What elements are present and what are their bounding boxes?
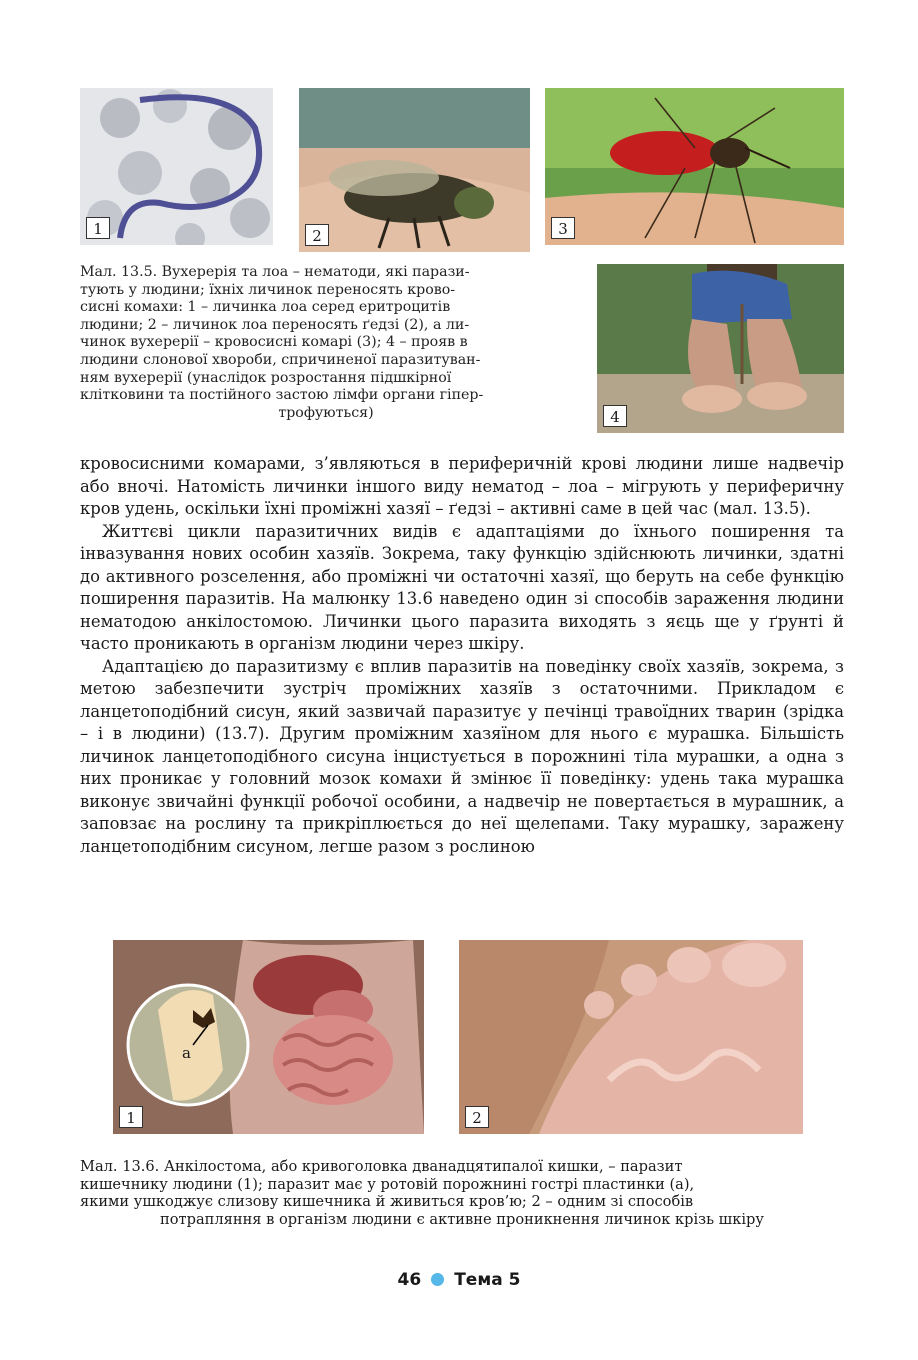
page-footer: [0, 1270, 918, 1290]
caption-line: сисні комахи: 1 – личинка лоа серед еритроцитів: [80, 299, 451, 316]
main-text: [80, 453, 844, 858]
caption-line: Мал. 13.6. Анкілостома, або кривоголовка дванадцятипалої кишки, – паразит: [80, 1158, 683, 1175]
paragraph: кровосисними комарами, з’являються в периферичній крові людини лише надвечір або вночі. Натомість личинки іншого виду нематод – лоа – мігрують у периферичну кров удень, оскільки їхні проміжні хазяї – ґедзі – активні саме в цей час (мал. 13.5).: [80, 454, 844, 518]
section-title: Тема 5: [454, 1270, 521, 1290]
caption-line: трофуються): [278, 404, 374, 421]
figure-13-6-caption: [80, 1158, 844, 1228]
figure-label-4: 4: [603, 405, 627, 427]
paragraph: Адаптацією до паразитизму є вплив паразитів на поведінку своїх хазяїв, зокрема, з метою забезпечити зустріч проміжних хазяїв з остаточними. Прикладом є ланцетоподібний сисун, який зазвичай паразитує у печінці травоїдних тварин (зрідка – і в людини) (13.7). Другим проміжним хазяїном для нього є мурашка. Більшість личинок ланцетоподібного сисуна інцистується в порожнині тіла мурашки, а одна з них проникає у головний мозок комахи й змінює її поведінку: удень така мурашка виконує звичайні функції робочої особини, а надвечір не повертається в мурашник, а заповзає на рослину та прикріплюється до неї щелепами. Таку мурашку, заражену ланцетоподібним сисуном, легше разом з рослиною: [80, 656, 844, 856]
caption-line: тують у людини; їхніх личинок переносять крово-: [80, 281, 456, 298]
figure-13-5-caption: [80, 264, 572, 422]
figure-label-2: 2: [465, 1106, 489, 1128]
photo-foot-larva-tracks: [459, 940, 803, 1134]
figure-label-2: 2: [305, 224, 329, 246]
caption-line: людини слонової хвороби, спричиненої паразитуван-: [80, 351, 481, 368]
photo-elephantiasis: [597, 264, 844, 433]
photo-horsefly: [299, 88, 530, 252]
caption-line: Мал. 13.5. Вухерерія та лоа – нематоди, які парази-: [80, 264, 470, 280]
caption-line: потрапляння в організм людини є активне проникнення личинок крізь шкіру: [160, 1210, 764, 1228]
caption-line: якими ушкоджує слизову кишечника й живиться кров’ю; 2 – одним зі способів: [80, 1193, 694, 1211]
figure-label-1: 1: [86, 217, 110, 239]
caption-line: кишечнику людини (1); паразит має у ротовій порожнині гострі пластинки (а),: [80, 1175, 695, 1193]
caption-line: чинок вухерерії – кровосисні комарі (3); 4 – прояв в: [80, 334, 468, 351]
bullet-dot-icon: [431, 1273, 444, 1286]
caption-line: людини; 2 – личинок лоа переносять ґедзі (2), а ли-: [80, 316, 470, 333]
paragraph: Життєві цикли паразитичних видів є адаптаціями до їхнього поширення та інвазування нових особин хазяїв. Зокрема, таку функцію здійснюють личинки, здатні до активного розселення, або проміжні чи остаточні хазяї, що беруть на себе функцію поширення паразитів. На малюнку 13.6 наведено один зі способів зараження людини нематодою анкілостомою. Личинки цього паразита виходять з яєць ще у ґрунті й часто проникають в організм людини через шкіру.: [80, 521, 844, 653]
page-number: 46: [397, 1270, 422, 1290]
caption-line: клітковини та постійного застою лімфи органи гіпер-: [80, 387, 484, 404]
inset-label-a: а: [182, 1044, 191, 1062]
photo-mosquito: [545, 88, 844, 245]
photo-loa-larva: [80, 88, 273, 245]
photo-hookworm-anatomy: [113, 940, 424, 1134]
figure-label-1: 1: [119, 1106, 143, 1128]
figure-label-3: 3: [551, 217, 575, 239]
caption-line: ням вухерерії (унаслідок розростання підшкірної: [80, 369, 452, 386]
